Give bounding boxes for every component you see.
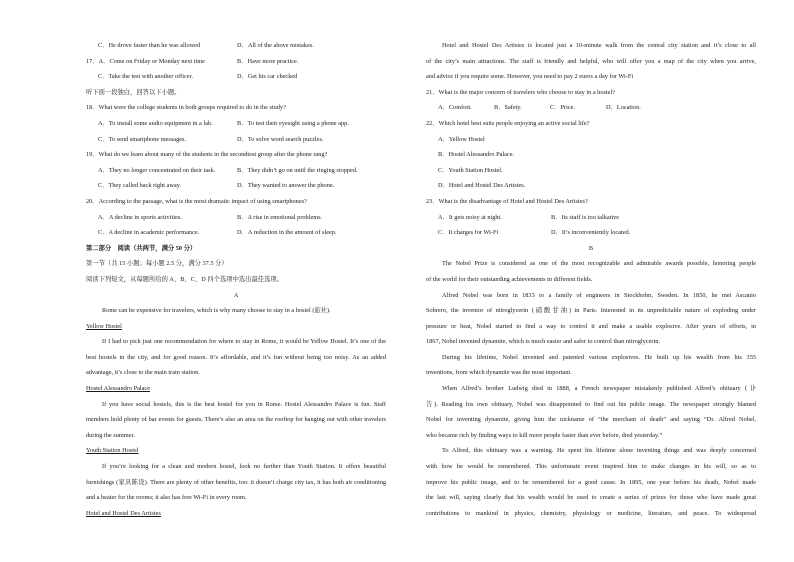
hostel-heading-alessandro: Hostel Alessandro Palace: [86, 385, 151, 393]
question-22: 22．Which hotel best suits people enjoying an active social life?: [426, 119, 590, 127]
paragraph-line: Hotel and Hostel Des Artistes is located just a 10-minute walk from the central city station and it’s close to all: [442, 42, 756, 49]
question-16-options-cd: [86, 38, 386, 54]
question-19-options-cd: [86, 178, 386, 194]
part-two-heading: 第二部分 阅读（共两节，满分 50 分）: [86, 244, 197, 252]
option-20d: D．A reduction in the amount of sleep.: [237, 229, 337, 237]
audio-instruction: 听下面一段独白，回答以下小题。: [86, 88, 181, 96]
option-21c: C．Price.: [550, 104, 576, 112]
hostel-heading-youth-station: Youth Station Hostel: [86, 447, 139, 455]
paragraph-line: 告). Reading his own obituary, Nobel was disappointed to find out his public image. The newspaper strongly blamed: [426, 400, 756, 408]
paragraph-line: furnishings (家具陈设). There are plenty of other benefits, too: it doesn’t charge city tax, it has both air conditioning: [86, 478, 386, 486]
paragraph-line: of the city’s main attractions. The staff is friendly and helpful, who will offer you a map of the city when you arrive,: [426, 57, 756, 65]
paragraph-line: with how he would be remembered. This unfortunate event inspired him to make changes in his will, so as to: [426, 463, 756, 471]
paragraph-line: of the world for their outstanding achievements in different fields.: [426, 275, 593, 283]
option-23c: C．It charges for Wi-Fi: [438, 229, 499, 237]
left-column: [86, 38, 386, 521]
option-18d: D．To solve word search puzzles.: [237, 135, 324, 143]
paragraph-line: To Alfred, this obituary was a warning. He spent his lifetime alone inventing things and was deeply concerned: [442, 447, 756, 455]
question-23-options-ab: [426, 210, 756, 226]
paragraph-line: When Alfred’s brother Ludwig died in 1888, a French newspaper mistakenly published Alfred’s obituary (讣: [442, 385, 756, 393]
question-23-options-cd: [426, 225, 756, 241]
option-17b: B．Have more practice.: [237, 57, 299, 65]
paragraph-line: members hold plenty of bar events for guests. There’s also an area on the rooftop for hanging out with other travelers: [86, 416, 386, 424]
option-17c: C．Take the test with another officer.: [98, 73, 193, 81]
passage-a-intro: Rome can be expensive for travelers, which is why many choose to stay in a hostel (旅社).: [102, 307, 331, 315]
question-19-options-ab: [86, 163, 386, 179]
paragraph-line: If you’re looking for a clean and modern hostel, look no further than Youth Station. It offers beautiful: [102, 463, 386, 471]
question-17-options-ab: [86, 54, 386, 70]
option-21a: A．Comfort.: [438, 104, 472, 112]
option-16d: D．All of the above mistakes.: [237, 42, 314, 49]
option-17d: D．Get his car checked: [237, 73, 298, 81]
option-17a: 17．A．Come on Friday or Monday next time: [86, 57, 205, 65]
question-20: 20．According to the passage, what is the most dramatic impact of using smartphones?: [86, 197, 307, 205]
option-18a: A．To install some audio equipment in a lab.: [98, 119, 213, 127]
reading-instruction: 阅读下列短文，从每题所给的 A、B、C、D 四个选项中选出最佳选项。: [86, 275, 283, 283]
option-20a: A．A decline in sports activities.: [98, 213, 182, 221]
paragraph-line: best hostels in the city, and for good reason. It’s affordable, and it’s fun without being too noisy. As an added: [86, 353, 386, 361]
paragraph-line: who became rich by finding ways to kill more people faster than ever before, died yesterday.”: [426, 431, 663, 439]
hostel-heading-yellow: Yellow Hostel: [86, 322, 122, 330]
option-18b: B．To test their eyesight using a phone app.: [237, 119, 349, 127]
question-18: 18．What were the college students in both groups required to do in the study?: [86, 104, 286, 112]
paragraph-line: during the summer.: [86, 431, 135, 439]
option-22d: D．Hotel and Hostel Des Artistes.: [438, 182, 526, 190]
question-21-options: [426, 100, 756, 116]
option-20b: B．A rise in emotional problems.: [237, 213, 323, 221]
question-18-options-ab: [86, 116, 386, 132]
right-column: [426, 38, 756, 521]
paragraph-line: Nobel for inventing dynamite, giving him the nickname of “the merchant of death” and saying “Dr. Alfred Nobel,: [426, 416, 756, 424]
paragraph-line: pressure or heat, Nobel started to find a way to control it and make a usable explosive. After years of efforts, in: [426, 322, 756, 330]
paragraph-line: If you have social hostels, this is the best hostel for you in Rome. Hostel Alessandro Palace is fun. Staff: [102, 400, 386, 408]
option-21b: B．Safety.: [494, 104, 522, 112]
option-20c: C．A decline in academic performance.: [98, 229, 200, 237]
paragraph-line: the last will, saying clearly that his wealth would be used to create a series of prizes for those who have made great: [426, 494, 756, 502]
paragraph-line: Sobrero, the inventor of nitroglycerin (硝酸甘油) in Paris. Interested in its unpredictable nature of exploding under: [426, 307, 756, 315]
question-17-options-cd: [86, 69, 386, 85]
paragraph-line: and advice if you require some. However, you need to pay 2 euros a day for Wi-Fi: [426, 73, 634, 81]
paragraph-line: If I had to pick just one recommendation for where to stay in Rome, it would be Yellow Hostel. It’s one of the: [102, 338, 386, 346]
paragraph-line: Alfred Nobel was born in 1833 to a family of engineers in Stockholm, Sweden. In 1850, he met Ascanio: [442, 291, 756, 299]
paragraph-line: advantage, it’s close to the main train station.: [86, 369, 200, 377]
option-21d: D．Location.: [606, 104, 641, 112]
option-23d: D．It’s inconveniently located.: [551, 229, 631, 237]
paragraph-line: During his lifetime, Nobel invented and patented various explosives. He built up his wealth from his 355: [442, 353, 756, 361]
question-20-options-cd: [86, 225, 386, 241]
paragraph-line: improve his public image, and to be remembered for a good cause. In 1895, one year before his death, Nobel made: [426, 478, 756, 486]
option-19a: A．They no longer concentrated on their task.: [98, 166, 216, 174]
question-21: 21．What is the major concern of travelers who choose to stay in a hostel?: [426, 88, 616, 96]
question-18-options-cd: [86, 132, 386, 148]
paragraph-line: and a heater for the rooms; it also has free Wi-Fi in every room.: [86, 494, 247, 502]
option-19b: B．They didn’t go on until the ringing stopped.: [237, 166, 358, 174]
option-23a: A．It gets noisy at night.: [438, 213, 502, 221]
option-22a: A．Yellow Hostel: [438, 135, 485, 143]
section-one-heading: 第一节（共 15 小题；每小题 2.5 分，满分 37.5 分）: [86, 260, 228, 268]
option-22c: C．Youth Station Hostel.: [438, 166, 503, 174]
option-18c: C．To send smartphone messages.: [98, 135, 187, 143]
paragraph-line: contributions to mankind in physics, chemistry, physiology or medicine, literature, and peace. To widespread: [426, 509, 756, 517]
hostel-heading-des-artistes: Hotel and Hostel Des Artistes: [86, 509, 161, 517]
option-23b: B．Its staff is too talkative: [551, 213, 620, 221]
passage-b-label: B: [588, 244, 594, 252]
question-20-options-ab: [86, 210, 386, 226]
paragraph-line: inventions, from which dynamite was the most important.: [426, 369, 572, 377]
option-22b: B．Hostel Alessandro Palace.: [438, 151, 515, 159]
option-16c: C．He drove faster than he was allowed: [98, 42, 201, 49]
question-23: 23．What is the disadvantage of Hotel and Hostel Des Artistes?: [426, 197, 588, 205]
passage-a-label: A: [233, 291, 239, 299]
option-19c: C．They called back right away.: [98, 182, 181, 190]
question-19: 19．What do we learn about many of the students in the secondtest group after the phone rang?: [86, 151, 328, 159]
paragraph-line: 1867, Nobel invented dynamite, which is much easier and safer to control than nitroglycerin.: [426, 338, 660, 346]
paragraph-line: The Nobel Prize is considered as one of the most recognizable and admirable awards possible, honoring people: [442, 260, 756, 268]
option-19d: D．They wanted to answer the phone.: [237, 182, 335, 190]
